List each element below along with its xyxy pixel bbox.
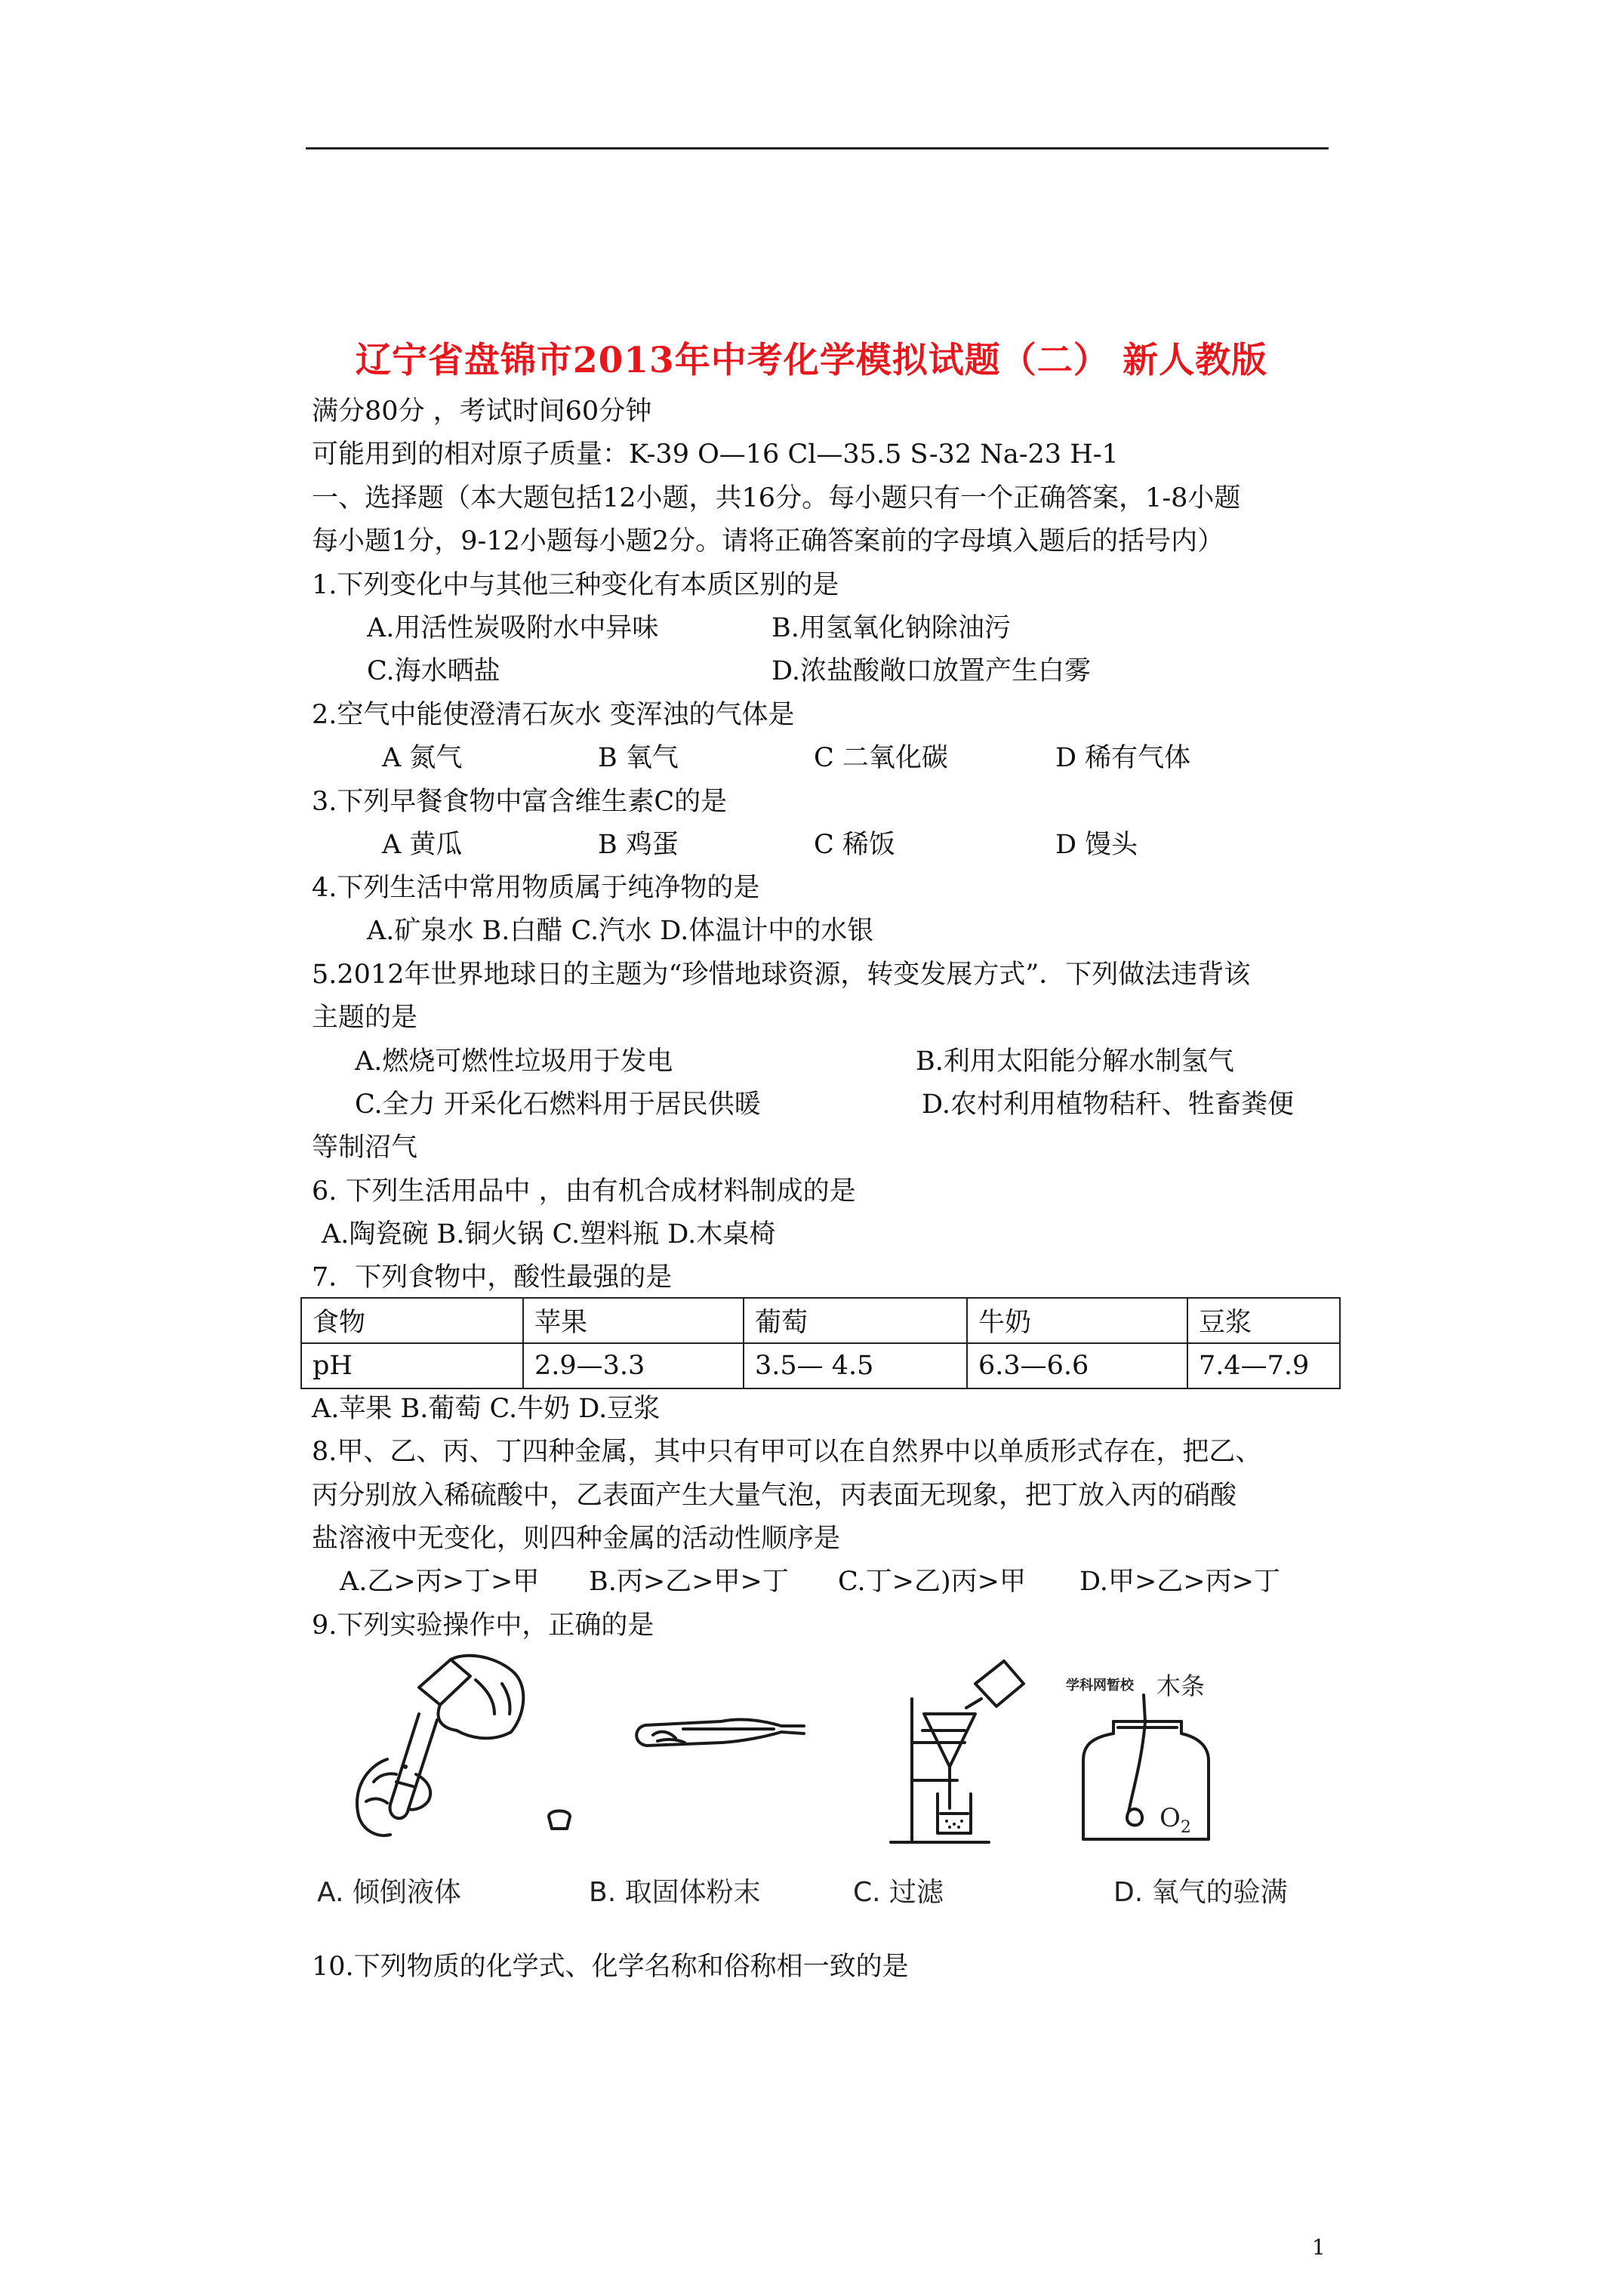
pouring-liquid-drawing <box>343 1653 585 1857</box>
section-heading-1: 一、选择题（本大题包括12小题，共16分。每小题只有一个正确答案，1-8小题 <box>312 483 1241 513</box>
q2-stem: 2.空气中能使澄清石灰水 变浑浊的气体是 <box>312 700 795 730</box>
table-row <box>301 1298 1340 1343</box>
q6-stem: 6. 下列生活用品中 ，由有机合成材料制成的是 <box>312 1176 856 1207</box>
q1-option-c: C.海水晒盐 <box>367 656 500 686</box>
q3-stem: 3.下列早餐食物中富含维生素C的是 <box>312 787 728 817</box>
table-cell: 7.4—7.9 <box>1187 1343 1340 1388</box>
page-title: 辽宁省盘锦市2013年中考化学模拟试题（二） 新人教版 <box>355 340 1268 381</box>
q2-option-a: A 氮气 <box>382 743 463 773</box>
q4-options: A.矿泉水 B.白醋 C.汽水 D.体温计中的水银 <box>367 916 874 946</box>
q5-stem-2: 主题的是 <box>312 1003 418 1033</box>
filtration-illustration <box>876 1653 1064 1857</box>
q5-option-d: D.农村利用植物秸秆、牲畜粪便 <box>922 1089 1294 1120</box>
q8-option-a: A.乙>丙>丁>甲 <box>340 1567 540 1597</box>
q8-option-d: D.甲>乙>丙>丁 <box>1079 1567 1280 1597</box>
pouring-liquid-illustration <box>343 1653 585 1857</box>
watermark-text: 学科网暂校 <box>1066 1678 1134 1693</box>
q2-option-c: C 二氧化碳 <box>814 743 948 773</box>
q1-option-a: A.用活性炭吸附水中异味 <box>367 613 659 643</box>
oxygen-symbol: O <box>1160 1803 1181 1833</box>
q10-stem: 10.下列物质的化学式、化学名称和俗称相一致的是 <box>312 1952 909 1982</box>
q5-stem-1: 5.2012年世界地球日的主题为“珍惜地球资源，转变发展方式”．下列做法违背该 <box>312 960 1251 990</box>
q1-option-b: B.用氢氧化钠除油污 <box>771 613 1011 643</box>
q7-options: A.苹果 B.葡萄 C.牛奶 D.豆浆 <box>312 1394 661 1424</box>
q8-stem-3: 盐溶液中无变化，则四种金属的活动性顺序是 <box>312 1524 841 1554</box>
table-cell: 6.3—6.6 <box>967 1343 1187 1388</box>
table-header-cell: 食物 <box>301 1298 523 1343</box>
q4-stem: 4.下列生活中常用物质属于纯净物的是 <box>312 873 760 903</box>
filtration-drawing <box>876 1653 1064 1857</box>
caption-b: B. 取固体粉末 <box>589 1877 761 1908</box>
q8-stem-1: 8.甲、乙、丙、丁四种金属，其中只有甲可以在自然界中以单质形式存在，把乙、 <box>312 1437 1262 1467</box>
page-number: 1 <box>1312 2235 1326 2260</box>
ph-table <box>300 1297 1341 1389</box>
caption-c: C. 过滤 <box>853 1877 944 1908</box>
table-cell: pH <box>301 1343 523 1388</box>
table-cell: 2.9—3.3 <box>523 1343 744 1388</box>
q6-options: A.陶瓷碗 B.铜火锅 C.塑料瓶 D.木桌椅 <box>322 1219 776 1250</box>
q5-option-a: A.燃烧可燃性垃圾用于发电 <box>355 1046 673 1077</box>
q3-option-c: C 稀饭 <box>814 830 895 860</box>
q1-stem: 1.下列变化中与其他三种变化有本质区别的是 <box>312 570 839 600</box>
q2-option-d: D 稀有气体 <box>1055 743 1191 773</box>
table-header-cell: 葡萄 <box>744 1298 967 1343</box>
table-header-cell: 豆浆 <box>1187 1298 1340 1343</box>
caption-d: D. 氧气的验满 <box>1113 1877 1288 1908</box>
table-header-cell: 苹果 <box>523 1298 744 1343</box>
q7-stem: 7．下列食物中，酸性最强的是 <box>312 1262 673 1293</box>
q5-option-d-continued: 等制沼气 <box>312 1133 418 1163</box>
q3-option-d: D 馒头 <box>1055 830 1138 860</box>
solid-powder-drawing <box>630 1653 812 1857</box>
caption-a: A. 倾倒液体 <box>317 1877 461 1908</box>
q5-option-c: C.全力 开采化石燃料用于居民供暖 <box>355 1089 761 1120</box>
atomic-masses: 可能用到的相对原子质量：K-39 O—16 Cl—35.5 S-32 Na-23 H-1 <box>312 439 1119 470</box>
oxygen-label <box>1160 1803 1191 1837</box>
header-rule <box>306 147 1329 149</box>
section-heading-2: 每小题1分，9-12小题每小题2分。请将正确答案前的字母填入题后的括号内） <box>312 526 1224 556</box>
table-cell: 3.5— 4.5 <box>744 1343 967 1388</box>
stick-label: 木条 <box>1156 1672 1206 1700</box>
table-row <box>301 1343 1340 1388</box>
score-time: 满分80分 ，考试时间60分钟 <box>312 396 652 427</box>
q5-option-b: B.利用太阳能分解水制氢气 <box>916 1046 1234 1077</box>
solid-powder-illustration <box>630 1653 812 1857</box>
q9-stem: 9.下列实验操作中，正确的是 <box>312 1610 654 1641</box>
oxygen-subscript: 2 <box>1180 1817 1191 1837</box>
q3-option-b: B 鸡蛋 <box>598 830 679 860</box>
q8-option-c: C.丁>乙)丙>甲 <box>838 1567 1026 1597</box>
q3-option-a: A 黄瓜 <box>382 830 463 860</box>
q8-stem-2: 丙分别放入稀硫酸中，乙表面产生大量气泡，丙表面无现象，把丁放入丙的硝酸 <box>312 1481 1237 1511</box>
q1-option-d: D.浓盐酸敞口放置产生白雾 <box>771 656 1091 686</box>
table-header-cell: 牛奶 <box>967 1298 1187 1343</box>
q8-option-b: B.丙>乙>甲>丁 <box>589 1567 789 1597</box>
q2-option-b: B 氧气 <box>598 743 679 773</box>
